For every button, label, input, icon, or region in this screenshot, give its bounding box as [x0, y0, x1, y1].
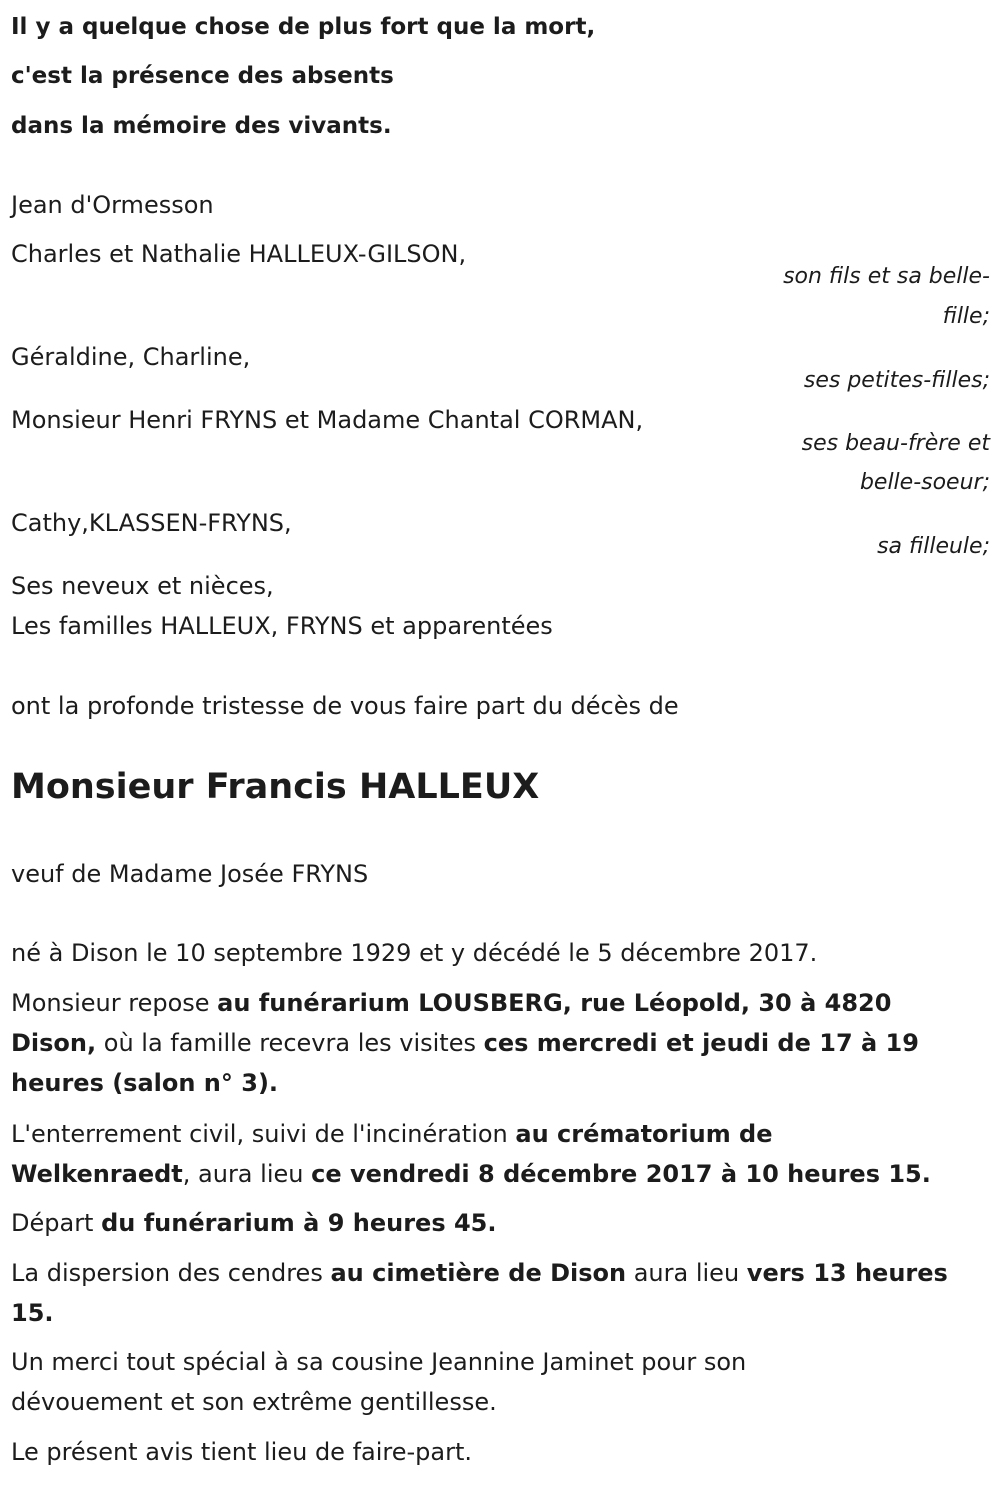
burial-time: ce vendredi 8 décembre 2017 à 10 heures 15.	[311, 1160, 931, 1188]
family-relation-4: sa filleule;	[877, 534, 990, 559]
ashes-prefix: La dispersion des cendres	[11, 1259, 331, 1287]
deceased-spouse: veuf de Madame Josée FRYNS	[11, 860, 369, 888]
family-relation-1a: son fils et sa belle-	[783, 264, 990, 289]
ashes-place: au cimetière de Dison	[330, 1259, 627, 1287]
depart-paragraph	[11, 1203, 951, 1243]
quote-line-3: dans la mémoire des vivants.	[11, 113, 392, 139]
depart-prefix: Départ	[11, 1209, 102, 1237]
family-name-1: Charles et Nathalie HALLEUX-GILSON,	[11, 240, 467, 268]
quote-line-2: c'est la présence des absents	[11, 63, 394, 89]
quote-author: Jean d'Ormesson	[11, 191, 214, 219]
deceased-dates: né à Dison le 10 septembre 1929 et y décédé le 5 décembre 2017.	[11, 939, 818, 967]
repose-mid: où la famille recevra les visites	[96, 1029, 484, 1057]
family-name-3: Monsieur Henri FRYNS et Madame Chantal CORMAN,	[11, 406, 644, 434]
burial-mid: , aura lieu	[182, 1160, 312, 1188]
announcement: ont la profonde tristesse de vous faire part du décès de	[11, 692, 679, 720]
depart-text: du funérarium à 9 heures 45.	[101, 1209, 497, 1237]
repose-place: au funérarium LOUSBERG, rue Léopold, 30 à 4820 Dison,	[11, 989, 892, 1057]
quote-line-1: Il y a quelque chose de plus fort que la mort,	[11, 14, 596, 40]
family-relation-3b: belle-soeur;	[859, 470, 990, 495]
ashes-time: vers 13 heures 15.	[11, 1259, 948, 1327]
family-name-4: Cathy,KLASSEN-FRYNS,	[11, 509, 292, 537]
family-relation-2: ses petites-filles;	[803, 368, 990, 393]
others-line-1: Ses neveux et nièces,	[11, 572, 274, 600]
family-relation-1b: fille;	[942, 304, 990, 329]
ashes-mid: aura lieu	[626, 1259, 747, 1287]
repose-times: ces mercredi et jeudi de 17 à 19 heures (salon n° 3).	[11, 1029, 919, 1097]
deceased-name: Monsieur Francis HALLEUX	[11, 767, 540, 807]
thanks-paragraph: Un merci tout spécial à sa cousine Jeannine Jaminet pour son dévouement et son extrême gentillesse.	[11, 1348, 747, 1416]
ashes-paragraph	[11, 1253, 951, 1333]
burial-place: au crématorium de Welkenraedt	[11, 1120, 773, 1188]
burial-prefix: L'enterrement civil, suivi de l'incinération	[11, 1120, 516, 1148]
family-relation-3a: ses beau-frère et	[801, 431, 990, 456]
burial-paragraph	[11, 1114, 951, 1194]
repose-paragraph	[11, 983, 951, 1103]
family-name-2: Géraldine, Charline,	[11, 343, 251, 371]
closing-line: Le présent avis tient lieu de faire-part.	[11, 1438, 473, 1466]
repose-prefix: Monsieur repose	[11, 989, 218, 1017]
others-line-2: Les familles HALLEUX, FRYNS et apparentées	[11, 612, 553, 640]
